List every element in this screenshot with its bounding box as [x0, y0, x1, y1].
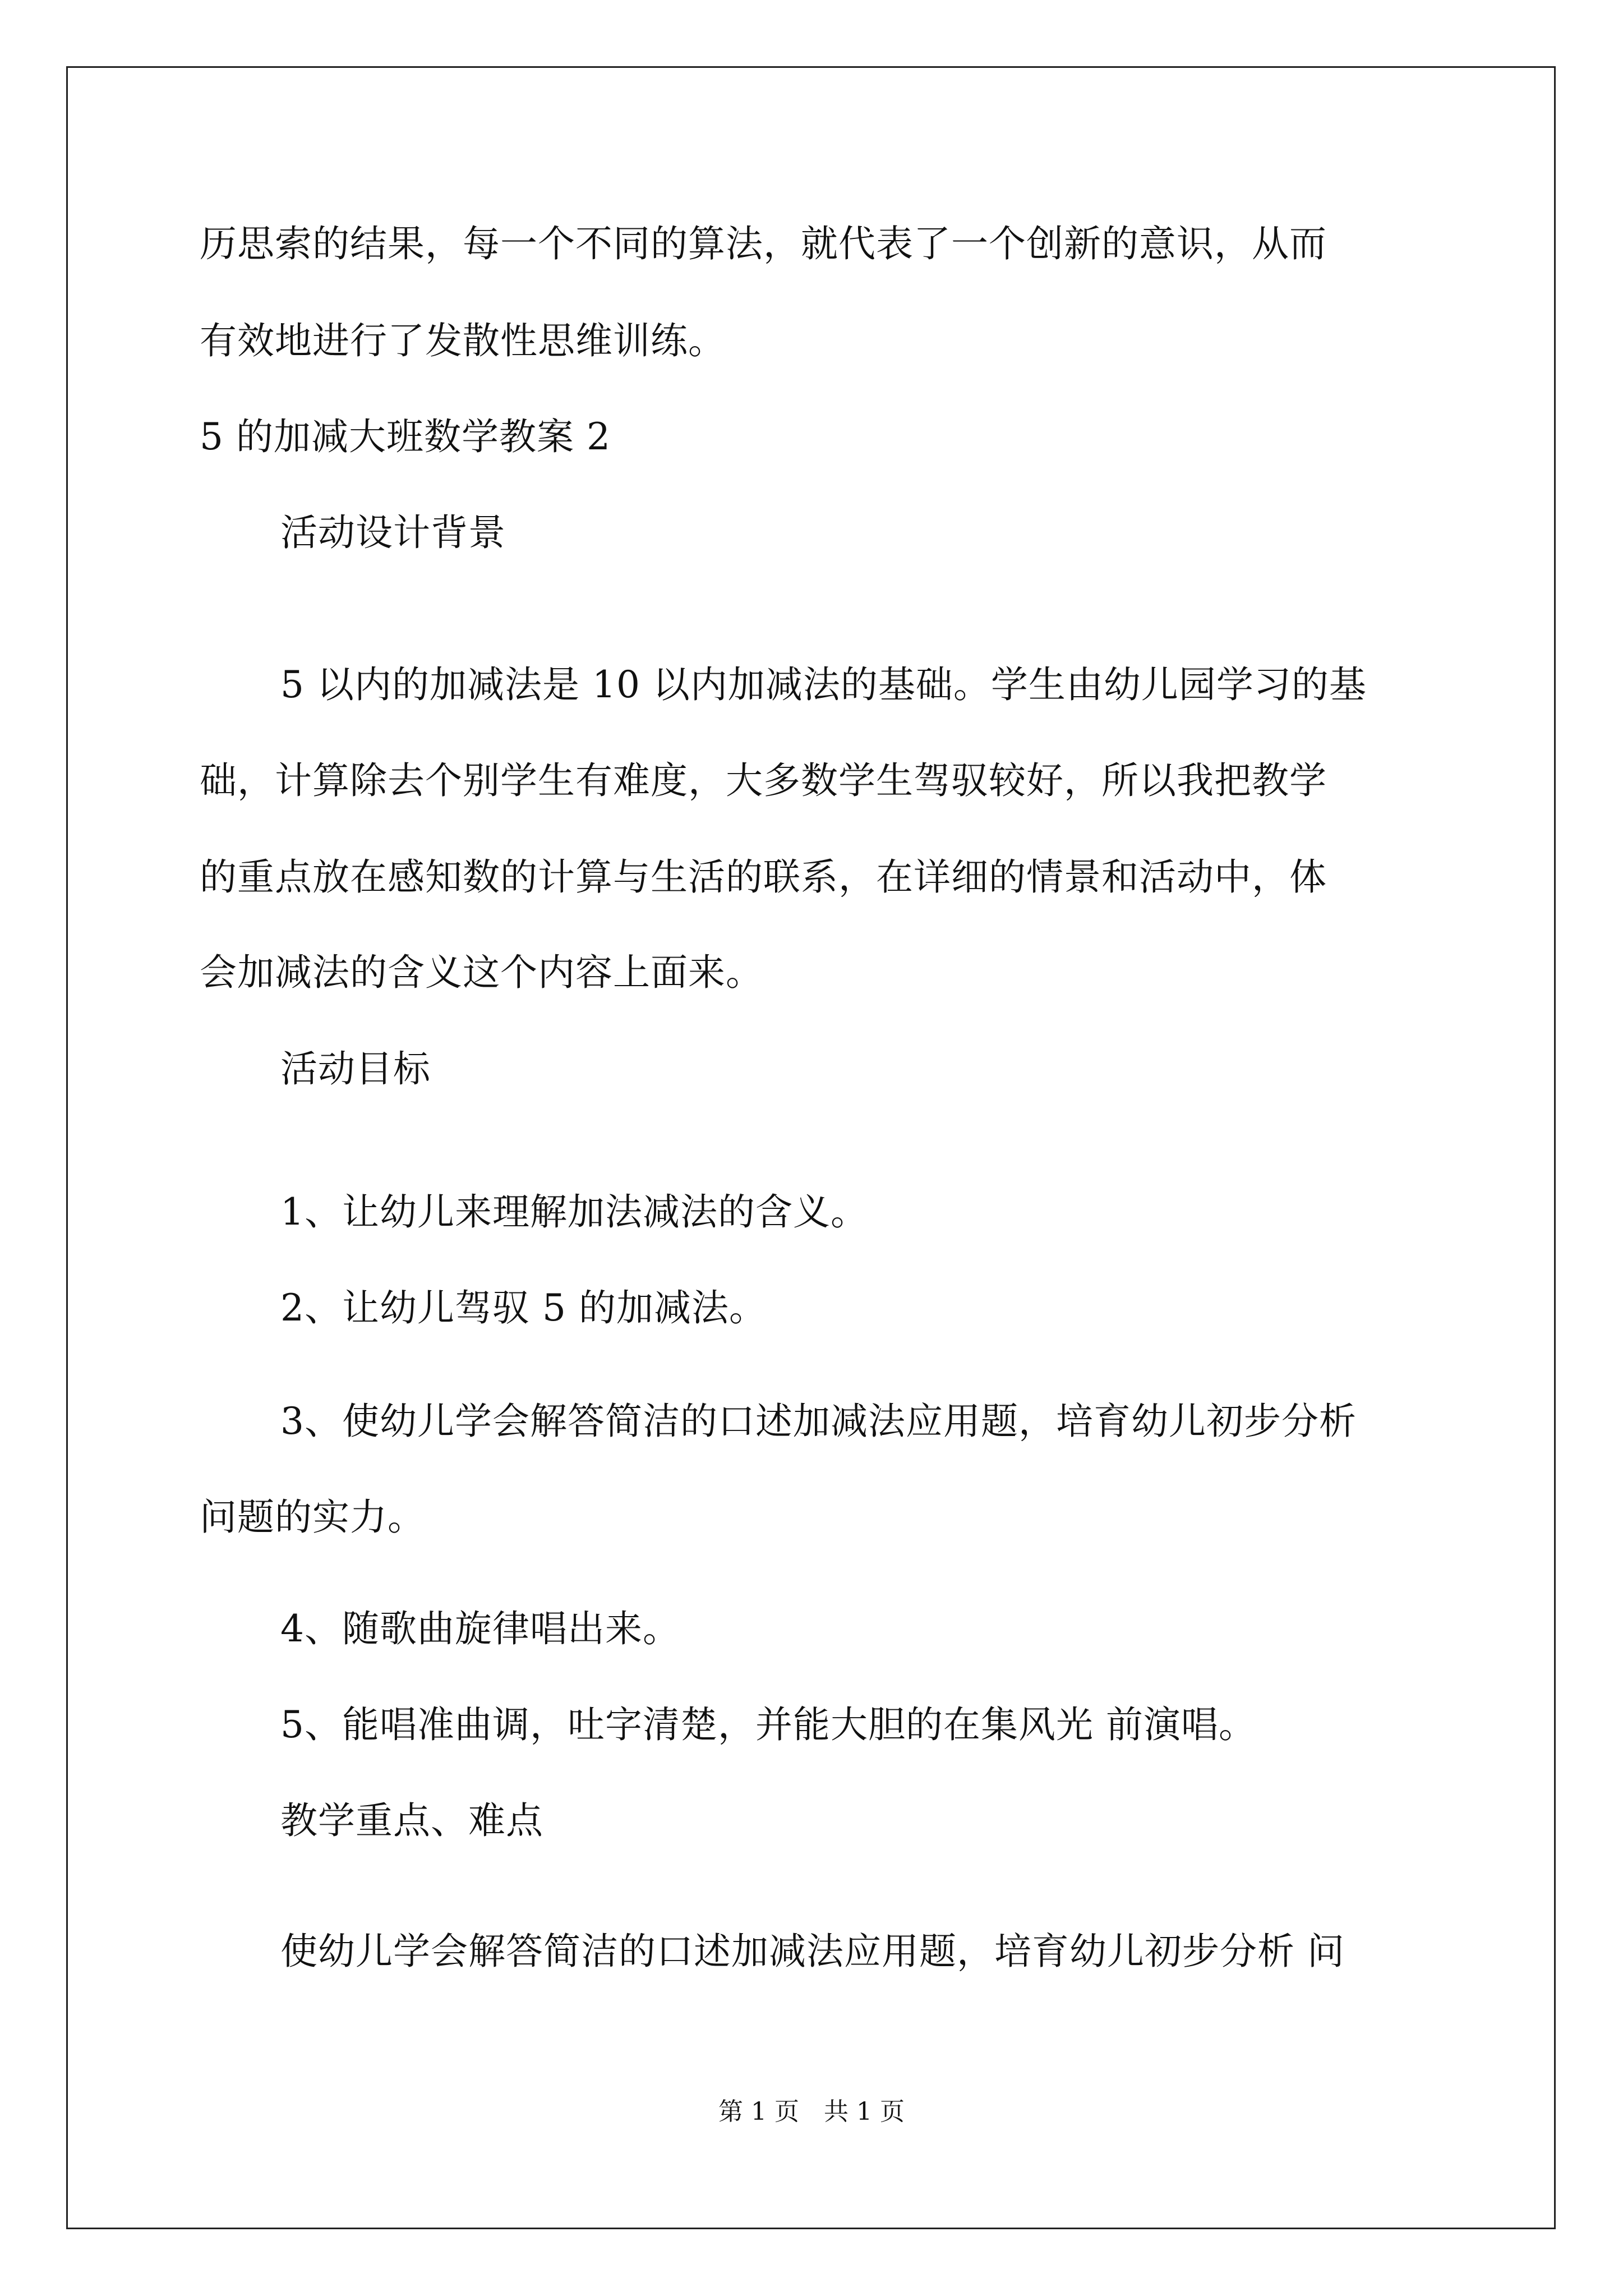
body-text-line: 历思索的结果，每一个不同的算法，就代表了一个创新的意识，从而: [200, 222, 1327, 265]
subheading-key-points: 教学重点、难点: [280, 1799, 543, 1842]
page-footer: 第 1 页 共 1 页: [718, 2097, 905, 2126]
list-item: 2、让幼儿驾驭 5 的加减法。: [280, 1286, 767, 1329]
body-text-line: 会加减法的含义这个内容上面来。: [200, 951, 763, 994]
body-text-line: 5 以内的加减法是 10 以内加减法的基础。学生由幼儿园学习的基: [280, 663, 1367, 706]
list-item: 4、随歌曲旋律唱出来。: [280, 1607, 680, 1650]
list-item: 5、能唱准曲调，吐字清楚，并能大胆的在集风光 前演唱。: [280, 1703, 1256, 1746]
subheading-background: 活动设计背景: [280, 511, 506, 554]
body-text-line: 的重点放在感知数的计算与生活的联系，在详细的情景和活动中，体: [200, 855, 1327, 899]
body-text-line: 有效地进行了发散性思维训练。: [200, 319, 726, 362]
body-text-line: 础，计算除去个别学生有难度，大多数学生驾驭较好，所以我把教学: [200, 759, 1327, 802]
body-text-line: 使幼儿学会解答简洁的口述加减法应用题，培育幼儿初步分析 问: [280, 1930, 1345, 1973]
subheading-goals: 活动目标: [280, 1047, 431, 1091]
section-heading: 5 的加减大班数学教案 2: [200, 415, 611, 458]
body-text-line: 问题的实力。: [200, 1496, 425, 1539]
list-item: 3、使幼儿学会解答简洁的口述加减法应用题，培育幼儿初步分析: [280, 1400, 1357, 1443]
list-item: 1、让幼儿来理解加法减法的含义。: [280, 1190, 868, 1234]
page-border: [66, 66, 1556, 2229]
